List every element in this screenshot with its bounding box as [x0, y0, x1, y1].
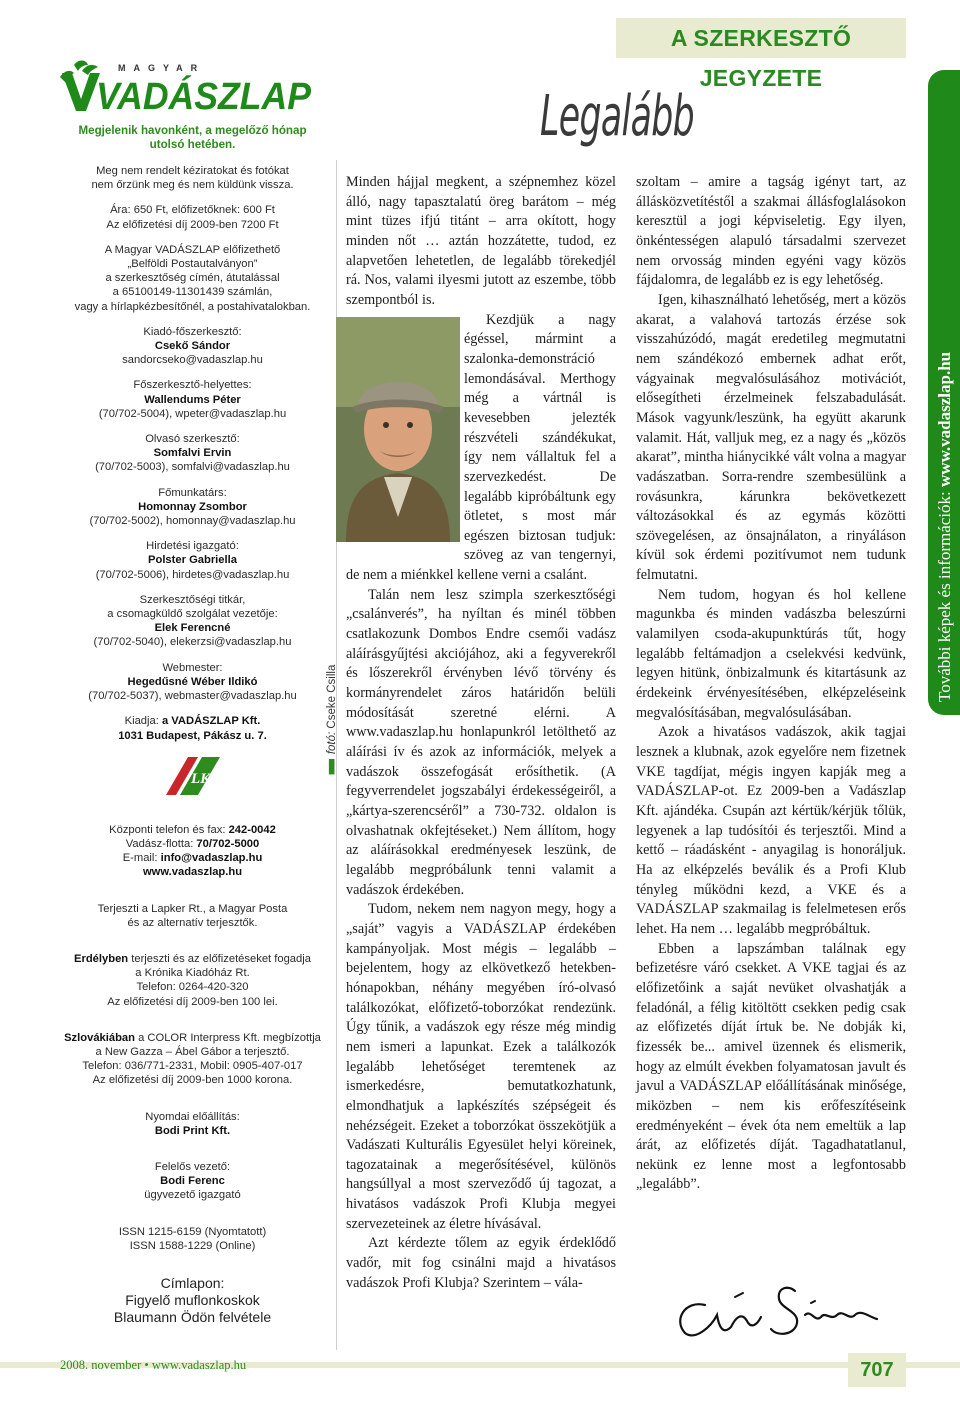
staff-entry: Olvasó szerkesztő: Somfalvi Ervin (70/702-5003), somfalvi@vadaszlap.hu [95, 433, 290, 474]
page-number: 707 [860, 1359, 894, 1381]
webmaster-entry: Webmester: Hegedűsné Wéber Ildikó (70/702-5037), webmaster@vadaszlap.hu [88, 661, 297, 703]
paragraph: Talán nem lesz szimpla szerkesztőségi „csalánverés”, ha nyíltan és minél többen csatlakozunk Dombos Endre csemői vadász aláírásgyűjtési akciójához, aki a fegyverekről és lőszerekről érvényben lévő törvény és kormányrendelet záros határidőn belüli módosítását szeretné elérni. A www.vadaszlap.hu honlapunkról letölthető az aláírási ív és azok az információk, melyek a vadászok összefogását erősíthetik. (A fegyverrendelet jogszabályi érdekességeiről, a „kártya-szerencséről” a 730-732. oldalon is olvashatnak okfejtéseket.) Nem állítom, hogy az aláírásokkal eredményesek leszünk, de legalább megpróbálunk tenni valamit a vadászok érdekében. [346, 586, 616, 898]
distribution-info: Terjeszti a Lapker Rt., a Magyar Posta és az alternatív terjesztők. [97, 902, 288, 929]
article-column-right [636, 173, 906, 1195]
logo-graphic [56, 55, 316, 117]
paragraph: Azok a hivatásos vadászok, akik tagjai lesznek a klubnak, azok egyelőre nem fizetnek VKE tagdíjat, mégis ingyen kapják meg a VADÁSZLAP-ot. Ez 2009-ben a Vadászlap Kft. ajándéka. Csupán azt kértük/kérjük tőlük, legyenek a lap tudósítói és terjesztői. Mind a kettő – ráadásként - anyagilag is honoráljuk. Ha az elképzelés beválik és a Profi Klub tényleg működni kezd, a VKE és a VADÁSZLAP szakmailag is felelmetesen erős lehet. Ha nem … legalább megpróbáltuk. [636, 724, 906, 937]
paragraph: Azt kérdezte tőlem az egyik érdeklődő vadőr, mit fog csinálni majd a hivatásos vadászok Profi Klubja? Szerintem – vála- [346, 1235, 616, 1291]
paragraph: Tudom, nekem nem nagyon megy, hogy a „saját” vagyis a VADÁSZLAP érdekében kampányoljak. Most mégis – legalább – bejelentem, hogy az elkövetkező hetekben-hónapokban, néhány megyében író-olvasó találkozókat, előfizető-toborzókat rendezünk. Úgy tűnik, a vadászok egy része még mindig nem ismeri a lapunkat. Ezek a találkozók legalább lehetőséget teremtenek az ismerkedésre, bemutatkozhatunk, elmondhatjuk a lapkészítés szépségeit és nehézségeit. Ezeket a toborzókat összekötjük a Vadászati Kulturális Egyesület helyi köreinek, tagozatainak a megerősítésével, különös hangsúllyal a most szerveződő új tagozat, a hivatásos vadászok Profi Klubja megyei szervezeteinek az életre hívásával. [346, 901, 616, 1232]
article-column-middle [346, 173, 616, 1293]
section-header-bar [616, 18, 906, 91]
responsible-info: Felelős vezető: Bodi Ferenc ügyvezető igazgató [144, 1160, 241, 1202]
staff-entry: Főszerkesztő-helyettes: Wallendums Péter (70/702-5004), wpeter@vadaszlap.hu [98, 379, 287, 420]
photo-credit: ■■■fotó: Cseke Csilla [326, 664, 338, 775]
author-photo [336, 317, 460, 547]
paragraph: Minden hájjal megkent, a szépnemhez közel álló, nagy tapasztalatú öreg barátom – még mint tüzes ifjú titánt – arra okított, hogy minden nőt … aztán hozzátette, tudod, ez alapvetően lehetetlen, de legalább törekedjél rá. Nos, valami ilyesmi jutott az eszembe, több szempontból is. [346, 174, 616, 308]
article-headline: Legalább [540, 84, 695, 149]
lapker-logo [158, 751, 228, 801]
logo-small-word: MAGYAR [118, 63, 206, 73]
side-info-link[interactable]: www.vadaszlap.hu [935, 351, 954, 487]
paragraph: Kezdjük a nagy égéssel, mármint a szalonka-demonstráció lemondásával. Merthogy még a vártnál is kevesebben jelezték részvételi szándékukat, így nem vállaltuk fel a szervezkedést. De legalább kipróbáltunk egy ötletet, s most már egészen biztosan tudjuk: szöveg az van tengernyi, de nem a miénkkel kellene verni a csalánt. [346, 311, 616, 586]
page-number-tab [848, 1353, 906, 1387]
paragraph: szoltam – amire a tagság igényt tart, az állásközvetítéstől a szakmai állásfoglalásokon keresztül a jogi képviseletig. Egy ilyen, önkéntességen alapuló társadalmi szervezet nem orvosság minden egyéni vagy közös fájdalomra, de legalább ez is egy lehetőség. [636, 174, 906, 289]
issn-info: ISSN 1215-6159 (Nyomtatott) ISSN 1588-1229 (Online) [118, 1225, 267, 1252]
publisher-entry: Kiadja: a VADÁSZLAP Kft. 1031 Budapest, Pákász u. 7. [118, 715, 267, 742]
footer-issue-info: 2008. november • www.vadaszlap.hu [60, 1358, 247, 1372]
paragraph: Igen, kihasználható lehetőség, mert a közös akarat, a valahová tartozás érzése sok visszahúzódó, magát eredetileg megmutatni nem szándékozó embernek adhat erőt, vágyainak megvalósulásához motivációt, elősegítheti érzelmeinek felszabadulását. Mások vagyunk/leszünk, ha együtt akarunk valamit. Hát, valljuk meg, ez a nagy és „közös akarat”, mintha hiánycikké vált volna a magyar vadászatban. Sorra-rendre szembesülünk a rovásunkra, kárunkra bekövetkezett változásokkal és az egymás közötti szövegelésen, az önsajnálaton, a rinyáláson kívül sok érdemi pozitívumot nem tudunk felmutatni. [636, 291, 906, 584]
section-title: A SZERKESZTŐ JEGYZETE [670, 25, 852, 91]
lapker-logo-text: LKP [190, 770, 219, 787]
masthead-tagline: Megjelenik havonként, a megelőző hónap utolsó hetében. [78, 124, 307, 151]
vadaszlap-logo [56, 55, 316, 117]
price-info: Ára: 650 Ft, előfizetőknek: 600 Ft Az előfizetési díj 2009-ben 7200 Ft [106, 204, 279, 231]
editor-signature [665, 1275, 905, 1355]
masthead-column [50, 124, 335, 1326]
subscription-info: A Magyar VADÁSZLAP előfizethető „Belföldi Postautalványon” a szerkesztőség címén, átutalással a 65100149-11301439 számlán, vagy a hírlapkézbesítőnél, a postahivatalokban. [74, 243, 311, 313]
secretary-entry: Szerkesztőségi titkár, a csomagküldő szolgálat vezetője: Elek Ferencné (70/702-5040), elekerzsi@vadaszlap.hu [93, 593, 292, 649]
logo-big-word: VADÁSZLAP [96, 76, 316, 117]
credit-squares-icon: ■■■ [326, 760, 338, 775]
contact-block: Központi telefon és fax: 242-0042 Vadász-flotta: 70/702-5000 E-mail: info@vadaszlap.hu www.vadaszlap.hu [109, 823, 276, 879]
manuscript-note: Meg nem rendelt kéziratokat és fotókat nem őrzünk meg és nem küldünk vissza. [91, 165, 294, 192]
cover-info: Címlapon: Figyelő muflonkoskok Blaumann Ödön felvétele [113, 1274, 272, 1325]
staff-entry: Hirdetési igazgató: Polster Gabriella (70/702-5006), hirdetes@vadaszlap.hu [95, 540, 290, 581]
printing-info: Nyomdai előállítás: Bodi Print Kft. [145, 1110, 240, 1137]
paragraph: Nem tudom, hogyan és hol kellene magunkba és minden vadászba beleszúrni valamilyen csoda-akupunktúrás tűt, hogy legalább feltámadjon a cselekvési kedvünk, legyen hitünk, önbizalmunk és kitartásunk az érdekeink érvényesítésében, elképzeléseink megvalósításában, megvalósulásában. [636, 586, 906, 721]
staff-entry: Főmunkatárs: Homonnay Zsombor (70/702-5002), homonnay@vadaszlap.hu [89, 486, 296, 528]
staff-entry: Kiadó-főszerkesztő: Csekő Sándor sandorcseko@vadaszlap.hu [122, 325, 263, 367]
slovakia-info: Szlovákiában a COLOR Interpress Kft. megbízottja a New Gazza – Ábel Gábor a terjesztő. Telefon: 036/771-2331, Mobil: 0905-407-017 Az előfizetési díj 2009-ben 1000 korona. [64, 1031, 321, 1087]
transylvania-info: Erdélyben terjeszti és az előfizetéseket fogadja a Krónika Kiadóház Rt. Telefon: 0264-420-320 Az előfizetési díj 2009-ben 100 lei. [74, 952, 311, 1008]
paragraph: Ebben a lapszámban találnak egy befizetésre váró csekket. A VKE tagjai és az előfizetőink a saját nevüket olvashatják a feladónál, a félig kitöltött csekken pedig csak az előfizetés díját írtuk be. Ne dobják ki, fizessék be... amivel üzennek és elismerik, hogy az elmúlt években folyamatosan javult és javul a VADÁSZLAP előállításának minősége, miközben – nem kis erőfeszítéseink eredményeként – évek óta nem emeltük a lap árát, az előfizetés díját. Tagadhatatlanul, nekünk ez lenne most a legfontosabb „legalább”. [636, 940, 906, 1193]
